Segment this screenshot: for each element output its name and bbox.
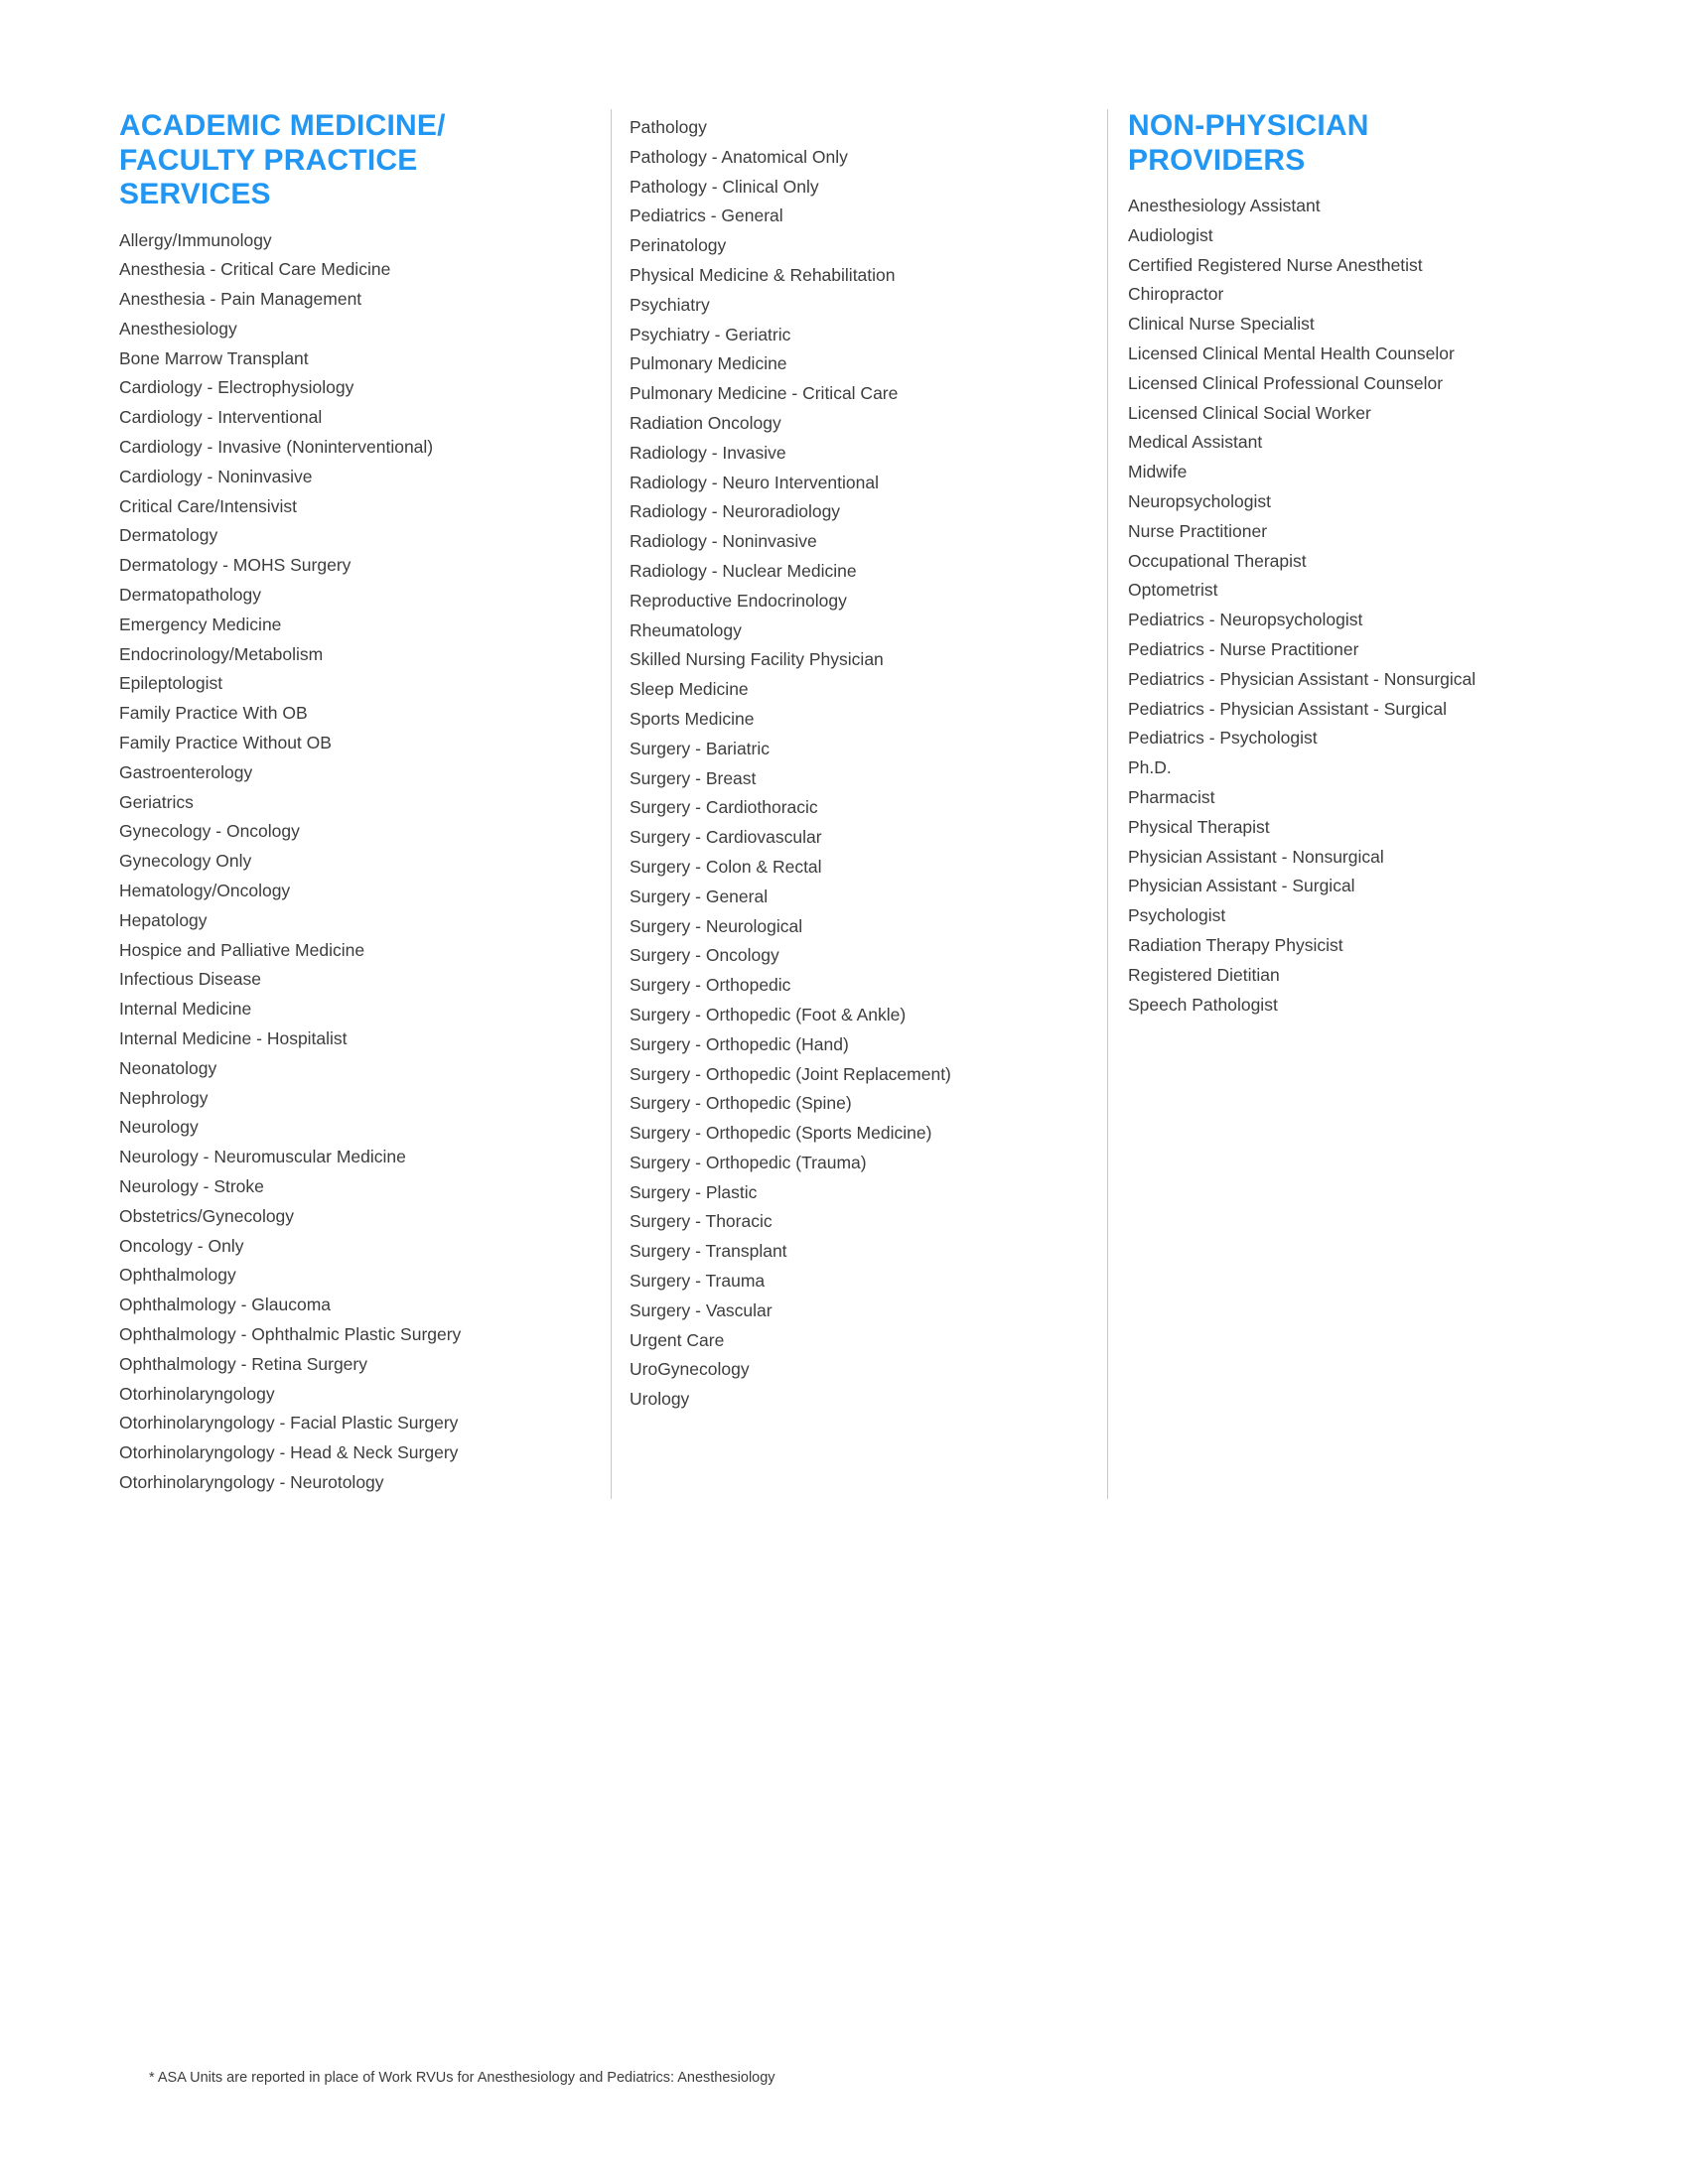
- list-item: Surgery - Oncology: [630, 945, 779, 966]
- list-item: Physical Medicine & Rehabilitation: [630, 264, 896, 285]
- list-item: Otorhinolaryngology - Head & Neck Surgery: [119, 1442, 459, 1463]
- list-item: Ph.D.: [1128, 757, 1172, 778]
- column-heading-academic-medicine: [119, 109, 591, 212]
- list-item: Neonatology: [119, 1057, 217, 1078]
- list-item: Anesthesia - Pain Management: [119, 289, 362, 310]
- list-item: Pediatrics - Psychologist: [1128, 728, 1318, 749]
- specialty-columns: [119, 109, 1569, 1499]
- list-item: Surgery - Transplant: [630, 1241, 787, 1262]
- list-item: Epileptologist: [119, 673, 223, 694]
- list-item: Surgery - Plastic: [630, 1181, 758, 1202]
- list-item: Radiology - Noninvasive: [630, 531, 817, 552]
- list-item: Surgery - General: [630, 886, 769, 906]
- list-item: Gynecology - Oncology: [119, 821, 300, 842]
- list-item: Gynecology Only: [119, 851, 252, 872]
- list-item: Internal Medicine - Hospitalist: [119, 1028, 348, 1049]
- list-item: Surgery - Neurological: [630, 915, 803, 936]
- list-item: Family Practice With OB: [119, 703, 308, 724]
- list-item: Infectious Disease: [119, 969, 261, 990]
- list-item: Oncology - Only: [119, 1235, 244, 1256]
- list-item: Perinatology: [630, 235, 727, 256]
- list-item: Ophthalmology - Retina Surgery: [119, 1353, 367, 1374]
- list-item: Urgent Care: [630, 1329, 725, 1350]
- heading-line-1: NON-PHYSICIAN: [1128, 109, 1369, 142]
- list-item: Licensed Clinical Social Worker: [1128, 402, 1371, 423]
- list-item: Surgery - Orthopedic (Foot & Ankle): [630, 1004, 907, 1024]
- list-item: Midwife: [1128, 462, 1188, 482]
- list-item: Surgery - Vascular: [630, 1299, 773, 1320]
- list-item: Surgery - Orthopedic (Joint Replacement): [630, 1063, 951, 1084]
- list-item: Pulmonary Medicine: [630, 353, 787, 374]
- list-item: Speech Pathologist: [1128, 994, 1278, 1015]
- list-item: Pulmonary Medicine - Critical Care: [630, 383, 899, 404]
- list-item: Occupational Therapist: [1128, 550, 1307, 571]
- list-item: Optometrist: [1128, 580, 1218, 601]
- list-item: Surgery - Cardiovascular: [630, 827, 822, 848]
- list-item: Hematology/Oncology: [119, 881, 291, 901]
- list-item: Dermatology: [119, 525, 218, 546]
- list-item: Licensed Clinical Professional Counselor: [1128, 372, 1444, 393]
- list-item: Psychologist: [1128, 905, 1226, 926]
- list-item: Radiology - Neuroradiology: [630, 501, 841, 522]
- list-item: Otorhinolaryngology - Neurotology: [119, 1471, 384, 1492]
- list-item: Radiation Therapy Physicist: [1128, 934, 1343, 955]
- list-item: Otorhinolaryngology: [119, 1383, 275, 1404]
- list-item: Surgery - Colon & Rectal: [630, 856, 822, 877]
- list-item: Ophthalmology: [119, 1265, 236, 1286]
- list-item: Internal Medicine: [119, 999, 252, 1020]
- list-item: Radiology - Invasive: [630, 442, 786, 463]
- list-item: Surgery - Thoracic: [630, 1211, 773, 1232]
- list-item: Audiologist: [1128, 224, 1213, 245]
- list-item: Surgery - Orthopedic (Hand): [630, 1033, 849, 1054]
- list-item: Reproductive Endocrinology: [630, 590, 847, 611]
- heading-line-1: ACADEMIC MEDICINE/: [119, 109, 446, 142]
- heading-line-2: PROVIDERS: [1128, 143, 1306, 177]
- list-item: Surgery - Orthopedic (Trauma): [630, 1152, 867, 1172]
- list-item: Surgery - Trauma: [630, 1271, 766, 1292]
- list-item: Pathology - Clinical Only: [630, 176, 819, 197]
- list-item: Pediatrics - Physician Assistant - Surgical: [1128, 698, 1447, 719]
- list-item: Surgery - Cardiothoracic: [630, 797, 818, 818]
- list-item: Surgery - Bariatric: [630, 738, 771, 758]
- list-item: Clinical Nurse Specialist: [1128, 314, 1315, 335]
- list-item: Urology: [630, 1389, 690, 1410]
- list-item: Certified Registered Nurse Anesthetist: [1128, 254, 1423, 275]
- list-item: Pediatrics - Nurse Practitioner: [1128, 638, 1359, 659]
- list-item: Cardiology - Noninvasive: [119, 466, 313, 486]
- column-academic-medicine: [119, 109, 611, 1498]
- list-item: Ophthalmology - Ophthalmic Plastic Surgery: [119, 1323, 462, 1344]
- list-item: Allergy/Immunology: [119, 229, 272, 250]
- list-item: Radiology - Neuro Interventional: [630, 472, 879, 492]
- list-item: Surgery - Breast: [630, 767, 757, 788]
- provider-list-non-physician: [1128, 192, 1569, 1020]
- list-item: Pediatrics - General: [630, 205, 783, 226]
- specialty-list-academic-continued: [630, 113, 1087, 1415]
- list-item: Medical Assistant: [1128, 432, 1263, 453]
- list-item: Cardiology - Electrophysiology: [119, 377, 354, 398]
- list-item: Neurology - Neuromuscular Medicine: [119, 1147, 406, 1167]
- list-item: Psychiatry: [630, 294, 710, 315]
- list-item: Psychiatry - Geriatric: [630, 324, 791, 344]
- list-item: Pathology - Anatomical Only: [630, 146, 848, 167]
- list-item: Endocrinology/Metabolism: [119, 643, 324, 664]
- list-item: Sleep Medicine: [630, 679, 749, 700]
- list-item: Geriatrics: [119, 791, 194, 812]
- list-item: Nephrology: [119, 1087, 209, 1108]
- list-item: Otorhinolaryngology - Facial Plastic Surgery: [119, 1413, 459, 1433]
- list-item: Anesthesia - Critical Care Medicine: [119, 259, 391, 280]
- list-item: Surgery - Orthopedic (Sports Medicine): [630, 1123, 932, 1144]
- heading-line-2: FACULTY PRACTICE: [119, 143, 418, 177]
- heading-line-3: SERVICES: [119, 178, 271, 210]
- list-item: Physician Assistant - Nonsurgical: [1128, 846, 1384, 867]
- list-item: Physician Assistant - Surgical: [1128, 876, 1355, 896]
- list-item: Sports Medicine: [630, 708, 755, 729]
- list-item: Gastroenterology: [119, 761, 253, 782]
- list-item: Pediatrics - Neuropsychologist: [1128, 610, 1363, 630]
- specialty-list-academic: [119, 226, 591, 1498]
- list-item: Emergency Medicine: [119, 614, 282, 634]
- list-item: Cardiology - Invasive (Noninterventional): [119, 437, 434, 458]
- list-item: Neurology: [119, 1117, 199, 1138]
- list-item: Radiology - Nuclear Medicine: [630, 560, 857, 581]
- list-item: Licensed Clinical Mental Health Counselor: [1128, 342, 1455, 363]
- list-item: Hospice and Palliative Medicine: [119, 939, 365, 960]
- list-item: Pediatrics - Physician Assistant - Nonsurgical: [1128, 668, 1477, 689]
- list-item: Critical Care/Intensivist: [119, 495, 297, 516]
- list-item: Surgery - Orthopedic (Spine): [630, 1093, 852, 1114]
- list-item: Registered Dietitian: [1128, 964, 1280, 985]
- list-item: Surgery - Orthopedic: [630, 975, 791, 996]
- list-item: Dermatopathology: [119, 585, 261, 606]
- list-item: Hepatology: [119, 909, 208, 930]
- list-item: Family Practice Without OB: [119, 733, 332, 753]
- list-item: Neurology - Stroke: [119, 1176, 264, 1196]
- list-item: Cardiology - Interventional: [119, 407, 323, 428]
- list-item: Neuropsychologist: [1128, 490, 1271, 511]
- list-item: Anesthesiology: [119, 318, 237, 339]
- list-item: Radiation Oncology: [630, 412, 781, 433]
- list-item: Dermatology - MOHS Surgery: [119, 555, 352, 576]
- list-item: Obstetrics/Gynecology: [119, 1205, 295, 1226]
- list-item: Nurse Practitioner: [1128, 520, 1268, 541]
- list-item: UroGynecology: [630, 1359, 750, 1380]
- list-item: Anesthesiology Assistant: [1128, 196, 1321, 215]
- list-item: Bone Marrow Transplant: [119, 347, 309, 368]
- footnote: * ASA Units are reported in place of Work RVUs for Anesthesiology and Pediatrics: Anesthesiology: [149, 2070, 775, 2086]
- list-item: Ophthalmology - Glaucoma: [119, 1295, 332, 1315]
- list-item: Physical Therapist: [1128, 816, 1270, 837]
- column-heading-non-physician-providers: [1128, 109, 1569, 178]
- list-item: Rheumatology: [630, 619, 742, 640]
- column-academic-medicine-continued: [611, 109, 1107, 1499]
- list-item: Pharmacist: [1128, 786, 1215, 807]
- list-item: Skilled Nursing Facility Physician: [630, 649, 884, 670]
- column-non-physician-providers: [1107, 109, 1569, 1499]
- list-item: Pathology: [630, 117, 707, 137]
- list-item: Chiropractor: [1128, 284, 1224, 305]
